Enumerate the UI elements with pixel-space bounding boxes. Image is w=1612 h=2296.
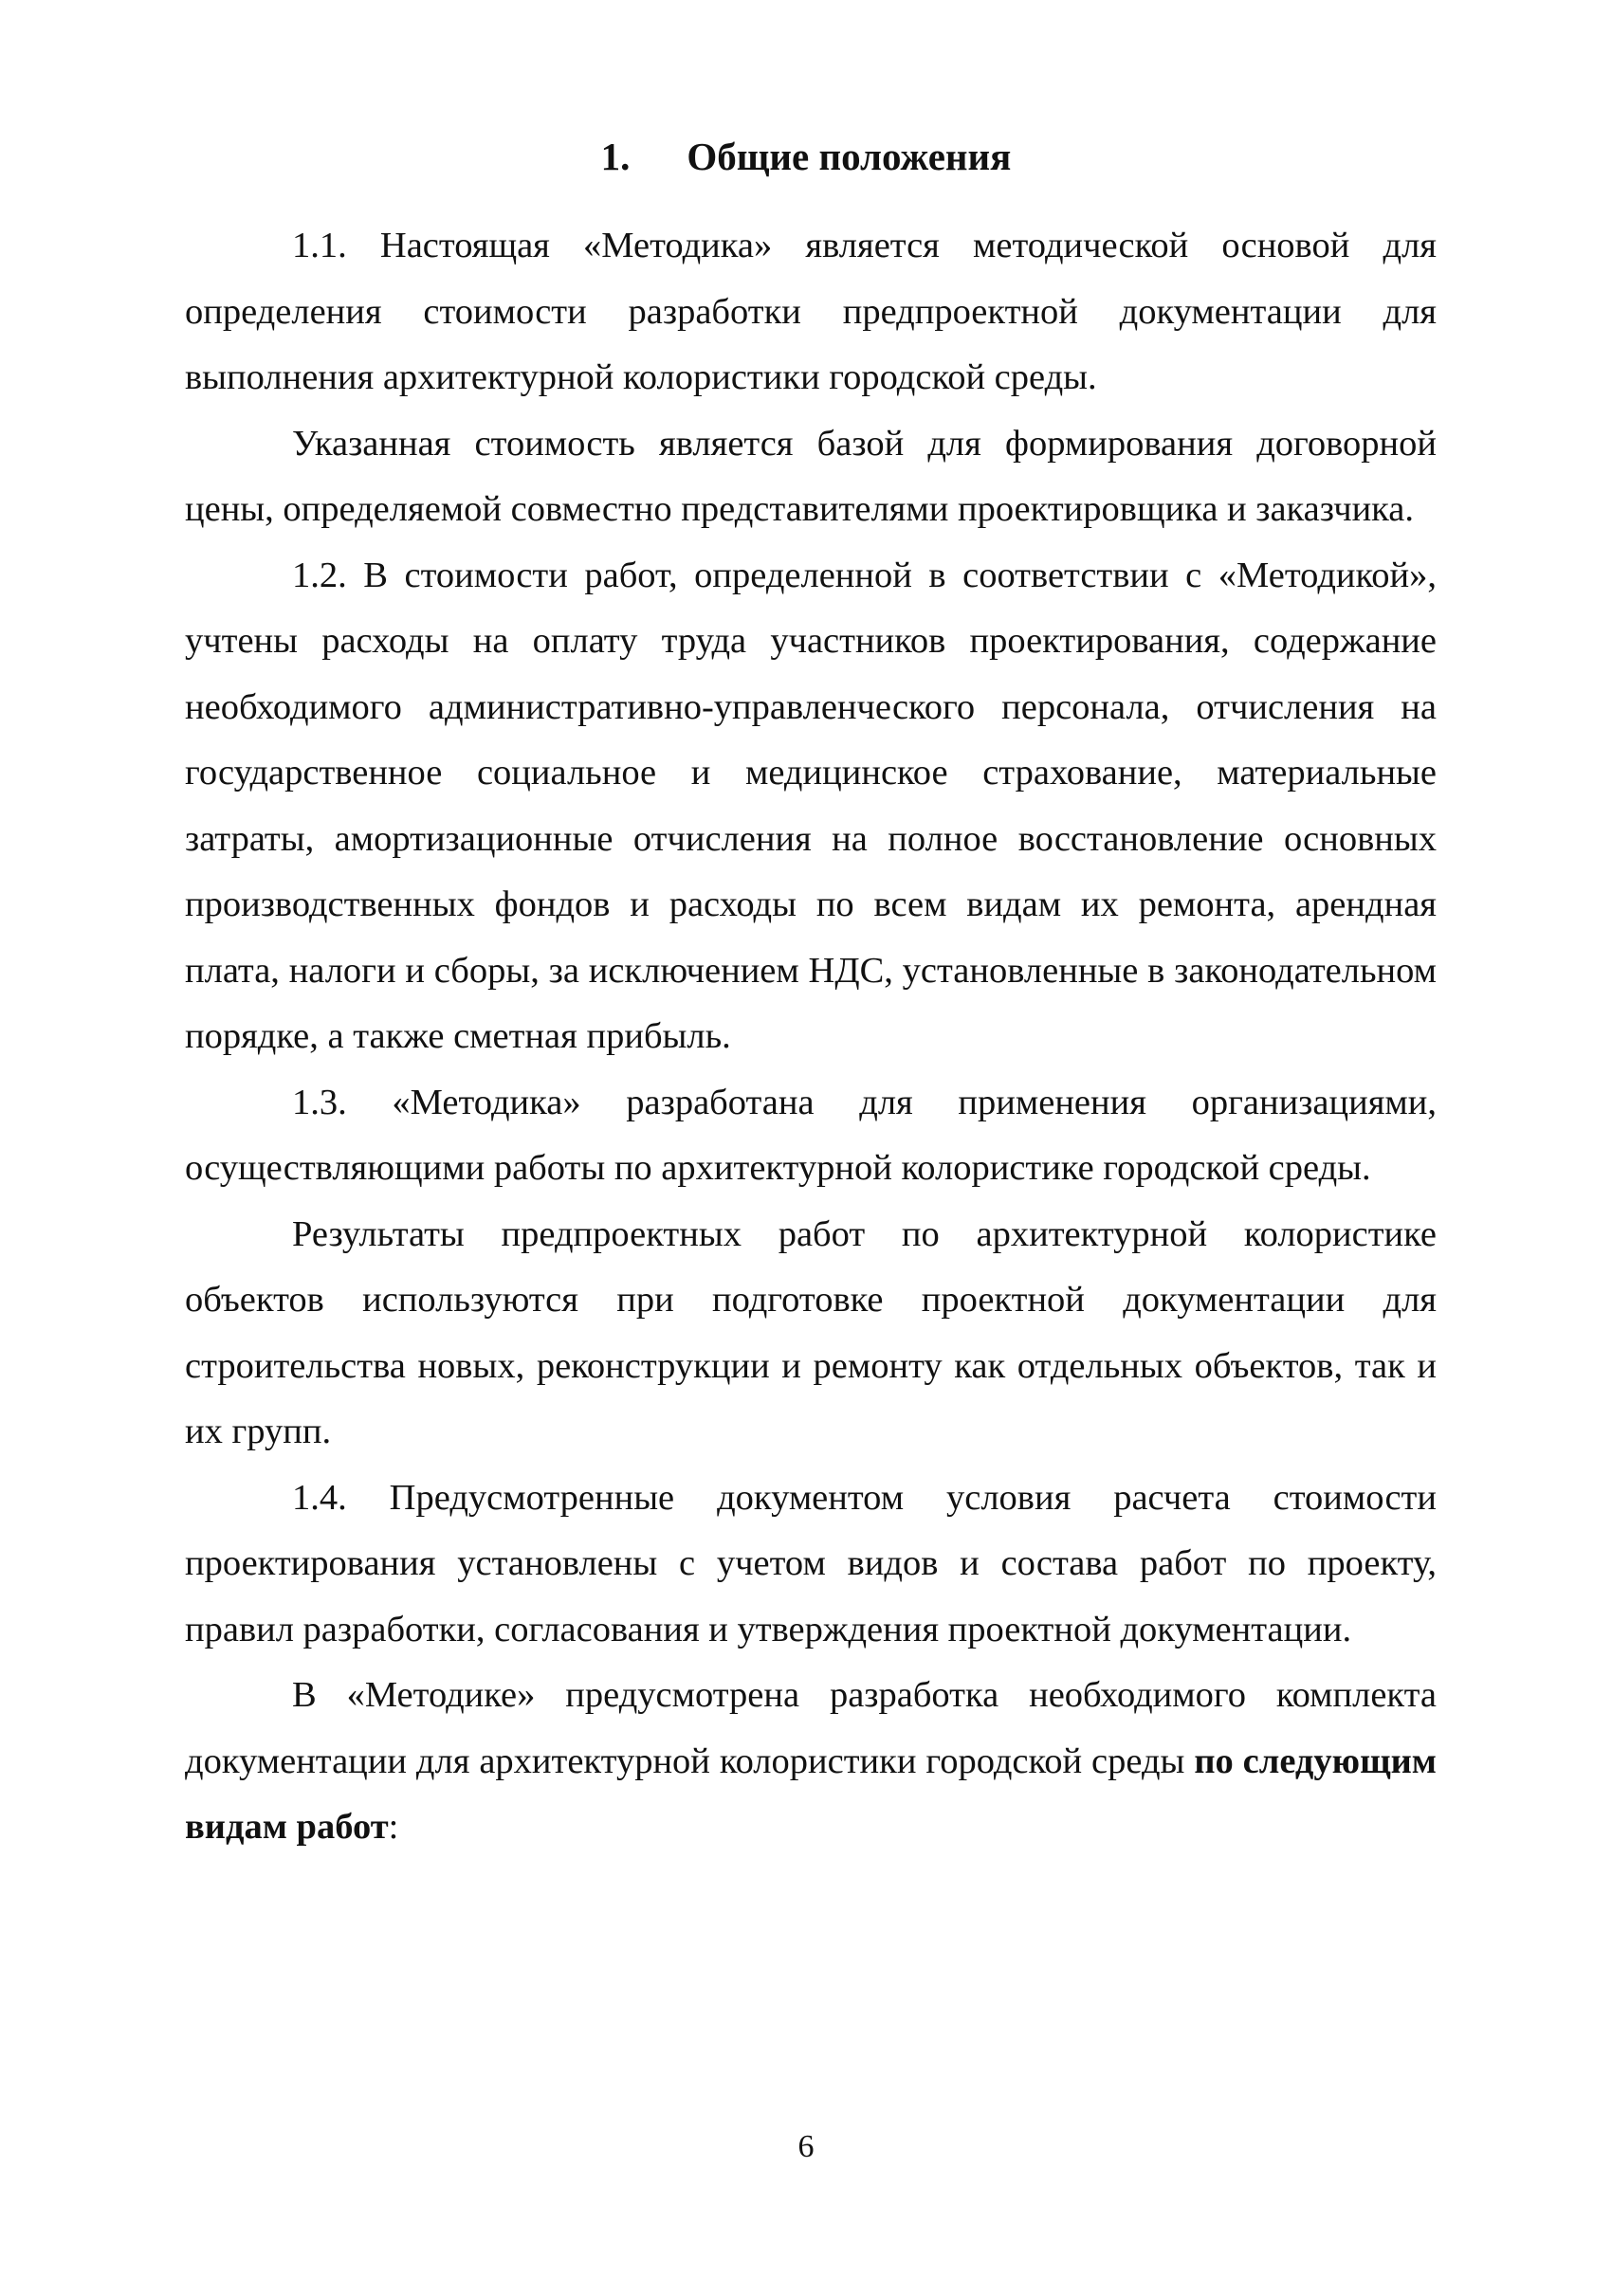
paragraph-1-3: 1.3. «Методика» разработана для применения организациями, осуществляющими работы по архитектурной колористике городской среды. bbox=[185, 1082, 1437, 1188]
paragraph-1-1-cont: Указанная стоимость является базой для формирования договорной цены, определяемой совместно представителями проектировщика и заказчика. bbox=[185, 423, 1437, 529]
section-number: 1. bbox=[600, 135, 631, 178]
paragraph-1-2: 1.2. В стоимости работ, определенной в соответствии с «Методикой», учтены расходы на оплату труда участников проектирования, содержание необходимого административно-управленческого персонала, отчисления на государственное социальное и медицинское страхование, материальные затраты, амортизационные отчисления на полное восстановление основных производственных фондов и расходы по всем видам их ремонта, арендная плата, налоги и сборы, за исключением НДС, установленные в законодательном порядке, а также сметная прибыль. bbox=[185, 555, 1437, 1056]
section-title: Общие положения bbox=[687, 135, 1012, 178]
body-text bbox=[185, 213, 1437, 1861]
paragraph-bold-text: по следующим видам работ bbox=[185, 1740, 1437, 1847]
paragraph-1-4-cont bbox=[185, 1663, 1437, 1861]
paragraph-1-3-cont: Результаты предпроектных работ по архитектурной колористике объектов используются при подготовке проектной документации для строительства новых, реконструкции и ремонту как отдельных объектов, так и их групп. bbox=[185, 1213, 1437, 1451]
paragraph-lead-text: В «Методике» предусмотрена разработка необходимого комплекта документации для архитектурной колористики городской среды bbox=[185, 1675, 1437, 1781]
paragraph-tail-text: : bbox=[388, 1807, 399, 1847]
paragraph-1-1: 1.1. Настоящая «Методика» является методической основой для определения стоимости разработки предпроектной документации для выполнения архитектурной колористики городской среды. bbox=[185, 226, 1437, 397]
section-heading bbox=[0, 133, 1612, 180]
page-number: 6 bbox=[797, 2129, 815, 2164]
paragraph-1-4: 1.4. Предусмотренные документом условия расчета стоимости проектирования установлены с учетом видов и состава работ по проекту, правил разработки, согласования и утверждения проектной документации. bbox=[185, 1477, 1437, 1649]
